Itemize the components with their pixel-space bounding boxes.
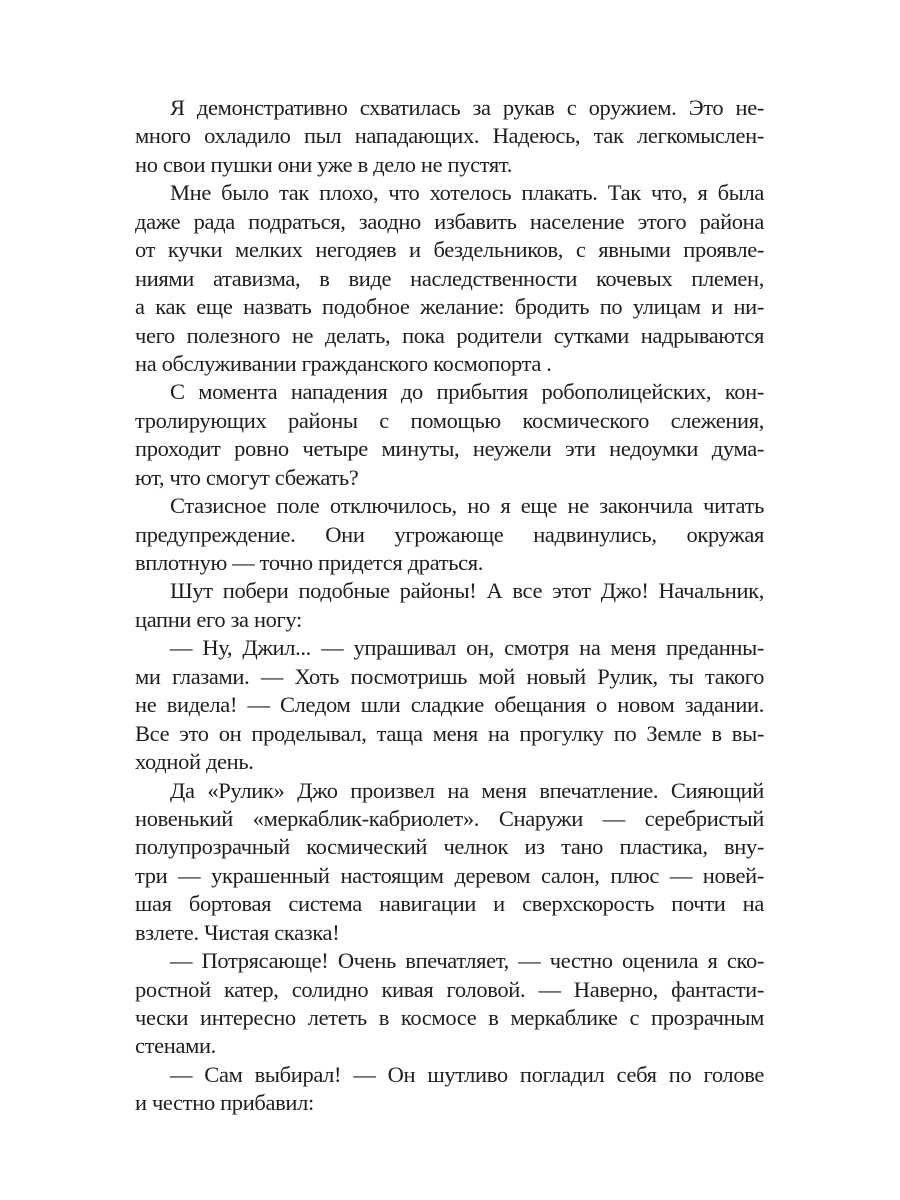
- text-line: ми глазами. — Хоть посмотришь мой новый Рулик, ты такого: [135, 663, 764, 689]
- text-line: шая бортовая система навигации и сверхскорость почти на: [135, 891, 764, 917]
- text-line: тролирующих районы с помощью космического слежения,: [135, 407, 764, 433]
- paragraph-9: [135, 1061, 764, 1118]
- paragraph-2: [135, 179, 764, 378]
- text-line: Все это он проделывал, таща меня на прогулку по Земле в вы-: [135, 720, 764, 746]
- text-line: ниями атавизма, в виде наследственности кочевых племен,: [135, 265, 764, 291]
- paragraph-5: [135, 577, 764, 634]
- text-line: Шут побери подобные районы! А все этот Джо! Начальник,: [170, 578, 764, 604]
- text-line: три — украшенный настоящим деревом салон, плюс — новей-: [135, 862, 764, 888]
- text-line: чески интересно лететь в космосе в меркаблике с прозрачным: [135, 1005, 764, 1030]
- text-line: цапни его за ногу:: [135, 606, 302, 632]
- text-line: а как еще назвать подобное желание: бродить по улицам и ни-: [135, 294, 764, 320]
- text-line: — Ну, Джил... — упрашивал он, смотря на меня преданны-: [170, 635, 764, 661]
- text-line: на обслуживании гражданского космопорта .: [135, 350, 552, 376]
- text-line: предупреждение. Они угрожающе надвинулись, окружая: [135, 521, 764, 547]
- text-line: от кучки мелких негодяев и бездельников, с явными проявле-: [135, 237, 764, 263]
- text-line: много охладило пыл нападающих. Надеюсь, так легкомыслен-: [135, 123, 764, 149]
- paragraph-7: [135, 777, 764, 948]
- text-line: ходной день.: [135, 749, 254, 775]
- text-line: проходит ровно четыре минуты, неужели эти недоумки дума-: [135, 436, 764, 462]
- text-line: не видела! — Следом шли сладкие обещания о новом задании.: [135, 692, 764, 718]
- text-line: стенами.: [135, 1033, 216, 1059]
- text-line: новенький «меркаблик-кабриолет». Снаружи — серебристый: [135, 805, 764, 831]
- text-line: С момента нападения до прибытия робополицейских, кон-: [170, 379, 764, 405]
- paragraph-4: [135, 492, 764, 577]
- text-line: и честно прибавил:: [135, 1090, 314, 1116]
- text-line: чего полезного не делать, пока родители сутками надрываются: [135, 322, 764, 348]
- text-line: ростной катер, солидно кивая головой. — Наверно, фантасти-: [135, 976, 764, 1002]
- paragraph-6: [135, 634, 764, 776]
- text-line: взлете. Чистая сказка!: [135, 919, 340, 945]
- text-line: Стазисное поле отключилось, но я еще не закончила читать: [170, 493, 764, 519]
- text-line: Да «Рулик» Джо произвел на меня впечатление. Сияющий: [170, 777, 764, 803]
- text-line: Мне было так плохо, что хотелось плакать. Так что, я была: [170, 180, 764, 206]
- text-line: — Потрясающе! Очень впечатляет, — честно оценила я ско-: [170, 948, 764, 974]
- paragraph-3: [135, 378, 764, 492]
- text-line: полупрозрачный космический челнок из тано пластика, вну-: [135, 834, 764, 860]
- paragraph-8: [135, 947, 764, 1061]
- paragraph-1: [135, 94, 764, 179]
- text-line: ют, что смогут сбежать?: [135, 464, 359, 490]
- text-line: даже рада подраться, заодно избавить население этого района: [135, 208, 764, 234]
- text-line: Я демонстративно схватилась за рукав с оружием. Это не-: [170, 95, 764, 120]
- text-line: вплотную — точно придется драться.: [135, 550, 484, 575]
- text-line: — Сам выбирал! — Он шутливо погладил себя по голове: [170, 1061, 764, 1087]
- text-line: но свои пушки они уже в дело не пустят.: [135, 151, 512, 177]
- book-page: [135, 94, 764, 1118]
